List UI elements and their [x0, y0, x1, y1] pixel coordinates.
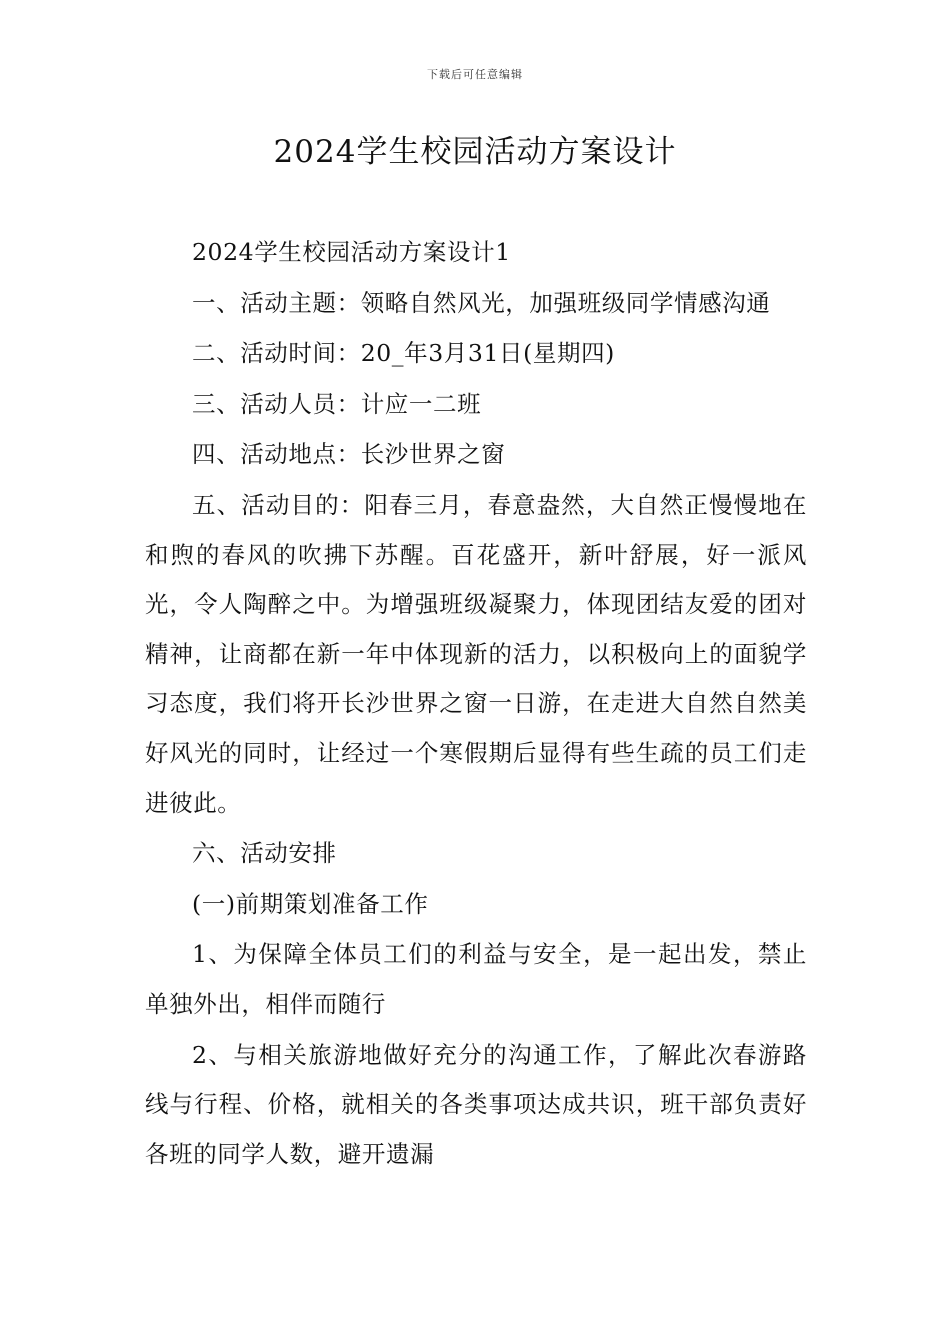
- document-title: 2024学生校园活动方案设计: [273, 134, 677, 170]
- document-body: [145, 228, 807, 1180]
- paragraph-item-1: 1、为保障全体员工们的利益与安全，是一起出发，禁止单独外出，相伴而随行: [145, 940, 807, 1018]
- paragraph-time: 二、活动时间：20_年3月31日(星期四): [192, 339, 615, 368]
- header-note: 下载后可任意编辑: [427, 68, 523, 81]
- paragraph-theme: 一、活动主题：领略自然风光，加强班级同学情感沟通: [192, 288, 771, 317]
- paragraph-subtitle: 2024学生校园活动方案设计1: [192, 238, 511, 266]
- paragraph-purpose: 五、活动目的：阳春三月，春意盎然，大自然正慢慢地在和煦的春风的吹拂下苏醒。百花盛开，新叶舒展，好一派风光，令人陶醉之中。为增强班级凝聚力，体现团结友爱的团对精神，让商都在新一年中体现新的活力，以积极向上的面貌学习态度，我们将开长沙世界之窗一日游，在走进大自然自然美好风光的同时，让经过一个寒假期后显得有些生疏的员工们走进彼此。: [145, 490, 807, 817]
- paragraph-item-2: 2、与相关旅游地做好充分的沟通工作，了解此次春游路线与行程、价格，就相关的各类事项达成共识，班干部负责好各班的同学人数，避开遗漏: [145, 1040, 807, 1168]
- paragraph-participants: 三、活动人员：计应一二班: [192, 389, 482, 418]
- paragraph-preparation-heading: (一)前期策划准备工作: [192, 889, 429, 918]
- paragraph-location: 四、活动地点：长沙世界之窗: [192, 440, 506, 469]
- paragraph-arrangement-heading: 六、活动安排: [192, 839, 337, 868]
